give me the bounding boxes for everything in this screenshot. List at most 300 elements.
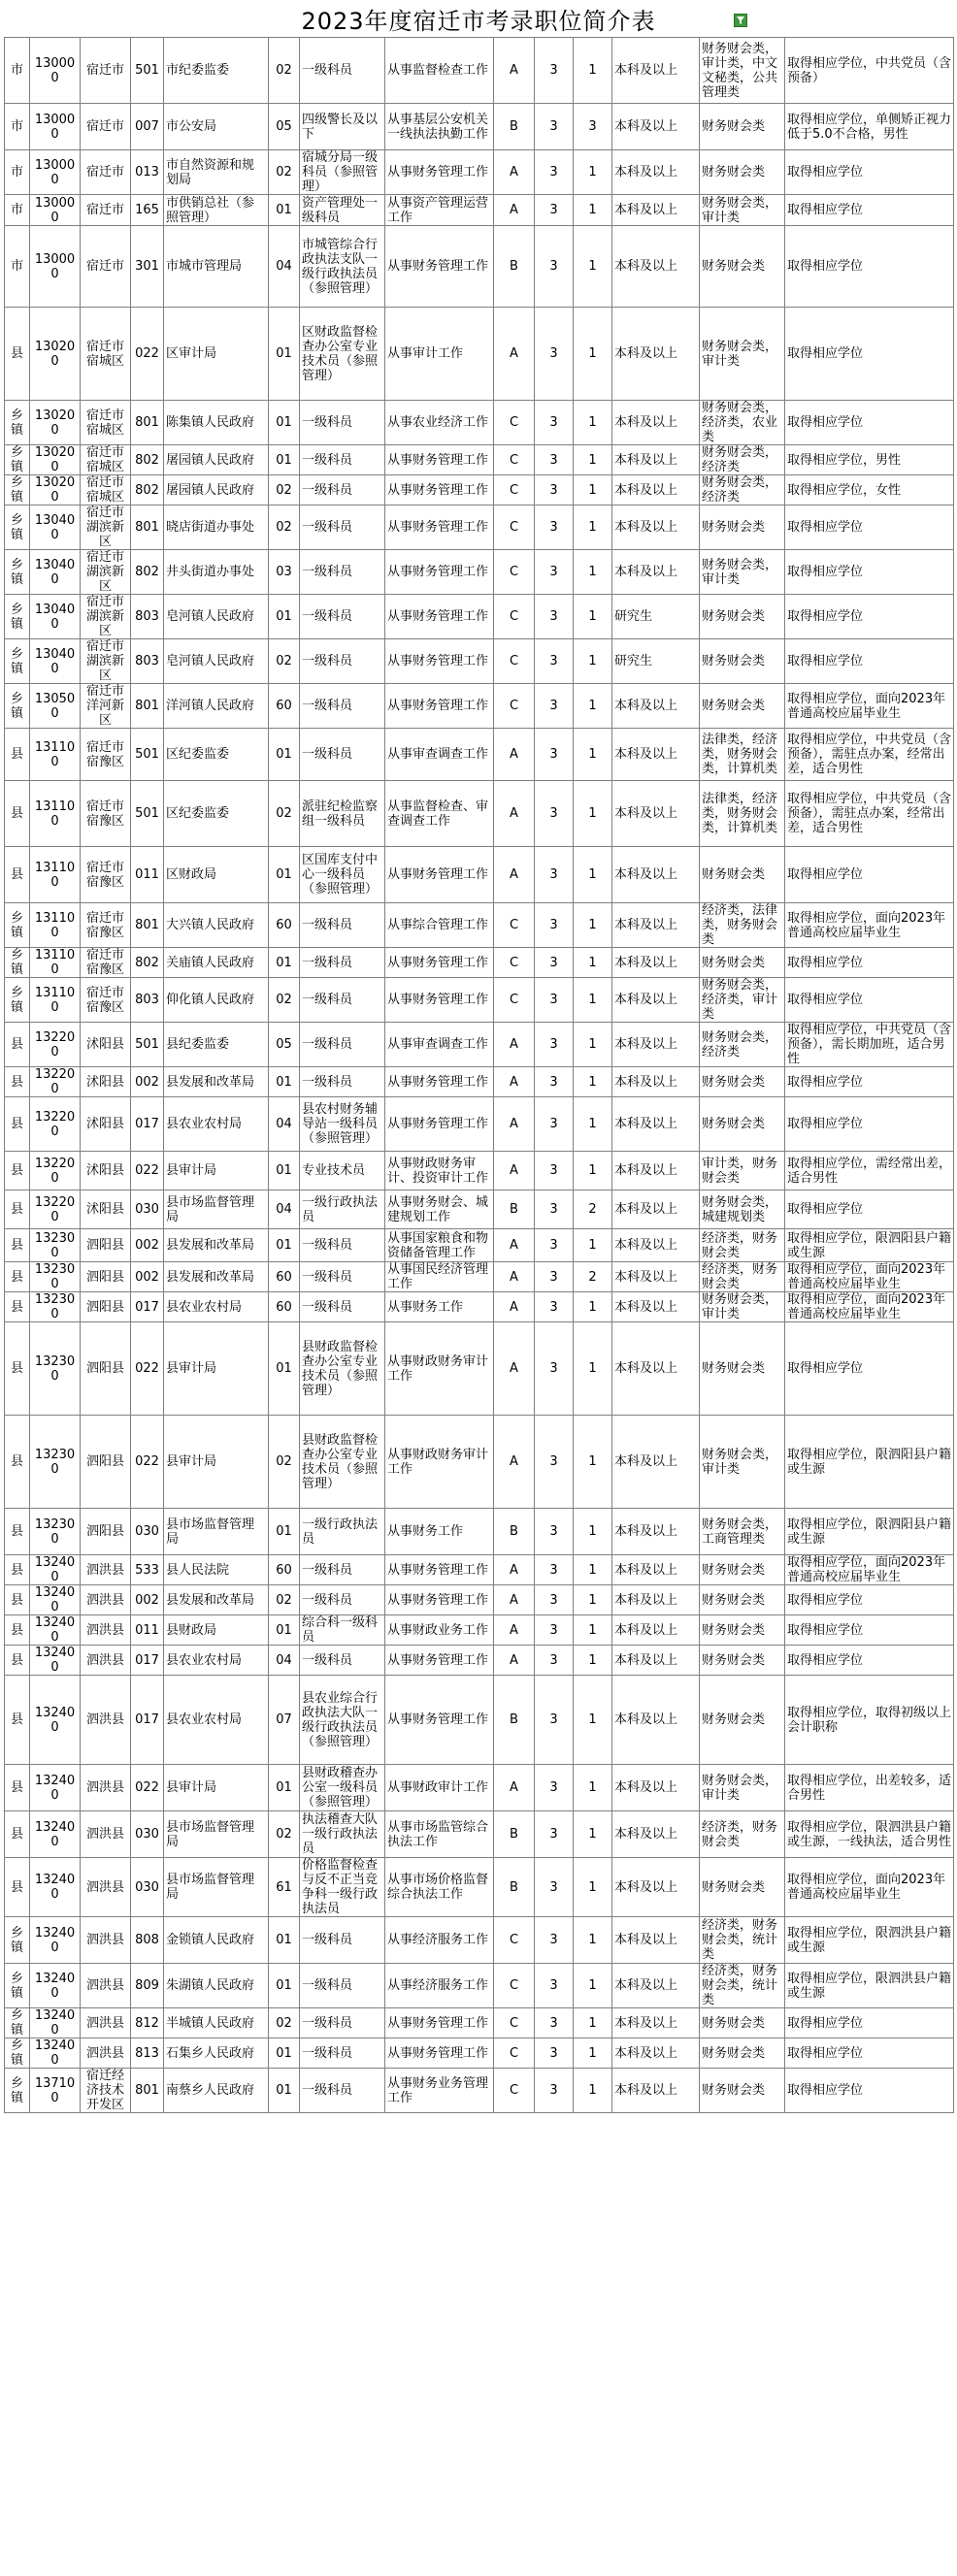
cell-ratio: 3	[535, 1322, 574, 1416]
cell-code: 130200	[30, 401, 81, 445]
cell-area: 泗洪县	[81, 1964, 131, 2008]
cell-unit: 半城镇人民政府	[164, 2008, 269, 2038]
cell-category: A	[494, 781, 535, 847]
cell-description: 从事经济服务工作	[385, 1964, 494, 2008]
cell-count: 2	[574, 1262, 612, 1292]
cell-major: 财务财会类，经济类，审计类	[700, 978, 785, 1023]
cell-major: 财务财会类，经济类	[700, 475, 785, 505]
cell-level: 县	[5, 1292, 30, 1322]
cell-area: 泗洪县	[81, 2008, 131, 2038]
positions-table	[4, 37, 954, 2113]
cell-count: 1	[574, 1097, 612, 1152]
cell-ratio: 3	[535, 1152, 574, 1190]
cell-description: 从事财务财会、城建规划工作	[385, 1190, 494, 1229]
cell-education: 研究生	[612, 639, 700, 684]
cell-pos-code: 01	[269, 2069, 300, 2113]
cell-requirements: 取得相应学位	[785, 639, 954, 684]
cell-unit: 仰化镇人民政府	[164, 978, 269, 1023]
cell-unit: 大兴镇人民政府	[164, 903, 269, 948]
cell-description: 从事国家粮食和物资储备管理工作	[385, 1229, 494, 1262]
cell-category: C	[494, 550, 535, 595]
cell-major: 法律类，经济类，财务财会类，计算机类	[700, 781, 785, 847]
cell-major: 经济类，财务财会类	[700, 1811, 785, 1858]
cell-education: 本科及以上	[612, 1585, 700, 1615]
cell-area: 泗洪县	[81, 1917, 131, 1964]
cell-education: 本科及以上	[612, 1322, 700, 1416]
cell-description: 从事审计工作	[385, 308, 494, 401]
cell-unit-code: 812	[131, 2008, 164, 2038]
table-row	[5, 1585, 954, 1615]
cell-pos-code: 05	[269, 1023, 300, 1067]
table-row	[5, 1858, 954, 1917]
cell-education: 本科及以上	[612, 1858, 700, 1917]
cell-code: 132400	[30, 1917, 81, 1964]
cell-category: C	[494, 639, 535, 684]
cell-description: 从事资产管理运营工作	[385, 195, 494, 226]
cell-major: 财务财会类	[700, 1858, 785, 1917]
table-body	[5, 38, 954, 2113]
cell-education: 本科及以上	[612, 2008, 700, 2038]
cell-position: 资产管理处一级科员	[300, 195, 385, 226]
table-row	[5, 2069, 954, 2113]
cell-position: 区国库支付中心一级科员（参照管理）	[300, 847, 385, 903]
cell-code: 132400	[30, 1555, 81, 1585]
table-row	[5, 978, 954, 1023]
cell-pos-code: 01	[269, 1615, 300, 1646]
cell-description: 从事财务管理工作	[385, 1585, 494, 1615]
cell-requirements: 取得相应学位，面向2023年普通高校应届毕业生	[785, 1555, 954, 1585]
cell-area: 宿迁经济技术开发区	[81, 2069, 131, 2113]
cell-unit: 区纪委监委	[164, 729, 269, 781]
cell-description: 从事财政审计工作	[385, 1765, 494, 1811]
table-row	[5, 2008, 954, 2038]
cell-level: 乡镇	[5, 903, 30, 948]
cell-ratio: 3	[535, 195, 574, 226]
cell-count: 3	[574, 104, 612, 150]
cell-position: 一级科员	[300, 2008, 385, 2038]
table-row	[5, 1262, 954, 1292]
cell-category: A	[494, 1023, 535, 1067]
table-row	[5, 1416, 954, 1509]
cell-major: 财务财会类	[700, 2008, 785, 2038]
cell-major: 财务财会类，工商管理类	[700, 1509, 785, 1555]
cell-position: 一级科员	[300, 639, 385, 684]
cell-code: 131100	[30, 948, 81, 978]
cell-level: 县	[5, 1676, 30, 1765]
cell-description: 从事财务业务管理工作	[385, 2069, 494, 2113]
cell-category: C	[494, 903, 535, 948]
cell-pos-code: 01	[269, 1964, 300, 2008]
cell-unit-code: 011	[131, 847, 164, 903]
cell-category: C	[494, 2008, 535, 2038]
table-row	[5, 847, 954, 903]
cell-level: 市	[5, 226, 30, 308]
cell-position: 一级科员	[300, 2069, 385, 2113]
cell-level: 县	[5, 1765, 30, 1811]
cell-position: 派驻纪检监察组一级科员	[300, 781, 385, 847]
cell-category: A	[494, 729, 535, 781]
cell-education: 本科及以上	[612, 781, 700, 847]
cell-count: 1	[574, 1585, 612, 1615]
cell-category: C	[494, 1964, 535, 2008]
cell-ratio: 3	[535, 1509, 574, 1555]
cell-category: C	[494, 505, 535, 550]
cell-major: 财务财会类	[700, 1615, 785, 1646]
cell-count: 1	[574, 847, 612, 903]
cell-major: 财务财会类，经济类	[700, 1023, 785, 1067]
cell-description: 从事财务管理工作	[385, 1067, 494, 1097]
cell-education: 本科及以上	[612, 1964, 700, 2008]
cell-count: 1	[574, 1292, 612, 1322]
cell-education: 本科及以上	[612, 150, 700, 195]
cell-description: 从事市场监管综合执法工作	[385, 1811, 494, 1858]
cell-category: A	[494, 1152, 535, 1190]
cell-code: 130000	[30, 104, 81, 150]
cell-ratio: 3	[535, 1262, 574, 1292]
cell-pos-code: 01	[269, 1765, 300, 1811]
cell-ratio: 3	[535, 978, 574, 1023]
cell-unit: 屠园镇人民政府	[164, 475, 269, 505]
cell-education: 本科及以上	[612, 1615, 700, 1646]
cell-requirements: 取得相应学位	[785, 226, 954, 308]
cell-level: 乡镇	[5, 401, 30, 445]
cell-requirements: 取得相应学位	[785, 1097, 954, 1152]
cell-unit-code: 017	[131, 1676, 164, 1765]
cell-category: C	[494, 2038, 535, 2069]
cell-code: 132400	[30, 1585, 81, 1615]
cell-code: 131100	[30, 847, 81, 903]
cell-position: 县财政稽查办公室一级科员（参照管理）	[300, 1765, 385, 1811]
cell-count: 1	[574, 2069, 612, 2113]
cell-code: 132400	[30, 1858, 81, 1917]
cell-education: 本科及以上	[612, 505, 700, 550]
cell-pos-code: 02	[269, 505, 300, 550]
cell-requirements: 取得相应学位，出差较多，适合男性	[785, 1765, 954, 1811]
cell-code: 137100	[30, 2069, 81, 2113]
cell-count: 1	[574, 475, 612, 505]
cell-requirements: 取得相应学位	[785, 1615, 954, 1646]
cell-category: C	[494, 948, 535, 978]
cell-education: 本科及以上	[612, 1190, 700, 1229]
cell-count: 1	[574, 550, 612, 595]
cell-major: 财务财会类	[700, 1646, 785, 1676]
cell-area: 沭阳县	[81, 1097, 131, 1152]
table-row	[5, 401, 954, 445]
cell-level: 县	[5, 1615, 30, 1646]
cell-ratio: 3	[535, 1023, 574, 1067]
cell-description: 从事监督检查工作	[385, 38, 494, 104]
cell-code: 132200	[30, 1097, 81, 1152]
cell-level: 县	[5, 1190, 30, 1229]
cell-area: 泗洪县	[81, 1585, 131, 1615]
cell-requirements: 取得相应学位	[785, 2038, 954, 2069]
cell-code: 132400	[30, 2038, 81, 2069]
cell-education: 本科及以上	[612, 401, 700, 445]
cell-major: 财务财会类	[700, 684, 785, 729]
cell-major: 财务财会类	[700, 1585, 785, 1615]
cell-unit-code: 007	[131, 104, 164, 150]
cell-description: 从事财务管理工作	[385, 684, 494, 729]
cell-pos-code: 01	[269, 401, 300, 445]
cell-level: 乡镇	[5, 505, 30, 550]
cell-description: 从事财政财务审计、投资审计工作	[385, 1152, 494, 1190]
table-row	[5, 1190, 954, 1229]
cell-level: 县	[5, 1555, 30, 1585]
table-row	[5, 1322, 954, 1416]
cell-area: 宿迁市	[81, 226, 131, 308]
cell-level: 县	[5, 1023, 30, 1067]
cell-ratio: 3	[535, 226, 574, 308]
cell-unit: 区审计局	[164, 308, 269, 401]
cell-level: 县	[5, 1229, 30, 1262]
cell-ratio: 3	[535, 684, 574, 729]
cell-count: 1	[574, 1023, 612, 1067]
cell-position: 一级行政执法员	[300, 1509, 385, 1555]
cell-requirements: 取得相应学位	[785, 595, 954, 639]
cell-unit: 县财政局	[164, 1615, 269, 1646]
cell-code: 130400	[30, 639, 81, 684]
cell-level: 市	[5, 195, 30, 226]
cell-count: 1	[574, 1509, 612, 1555]
cell-category: B	[494, 104, 535, 150]
cell-ratio: 3	[535, 1292, 574, 1322]
cell-requirements: 取得相应学位，面向2023年普通高校应届毕业生	[785, 1858, 954, 1917]
cell-requirements: 取得相应学位，限泗阳县户籍或生源	[785, 1229, 954, 1262]
cell-code: 131100	[30, 978, 81, 1023]
cell-unit: 市城市管理局	[164, 226, 269, 308]
cell-description: 从事财务管理工作	[385, 550, 494, 595]
table-row	[5, 1229, 954, 1262]
cell-requirements: 取得相应学位，限泗洪县户籍或生源	[785, 1917, 954, 1964]
cell-category: A	[494, 308, 535, 401]
cell-education: 本科及以上	[612, 1676, 700, 1765]
cell-unit-code: 801	[131, 401, 164, 445]
cell-major: 经济类，法律类，财务财会类	[700, 903, 785, 948]
cell-unit-code: 801	[131, 505, 164, 550]
cell-position: 综合科一级科员	[300, 1615, 385, 1646]
cell-unit-code: 803	[131, 978, 164, 1023]
cell-description: 从事审查调查工作	[385, 1023, 494, 1067]
cell-unit-code: 011	[131, 1615, 164, 1646]
cell-area: 宿迁市宿豫区	[81, 978, 131, 1023]
table-row	[5, 1964, 954, 2008]
cell-pos-code: 02	[269, 781, 300, 847]
table-row	[5, 308, 954, 401]
cell-area: 宿迁市宿城区	[81, 445, 131, 475]
cell-description: 从事财务管理工作	[385, 595, 494, 639]
cell-unit-code: 022	[131, 1152, 164, 1190]
cell-code: 132400	[30, 1811, 81, 1858]
cell-level: 乡镇	[5, 1917, 30, 1964]
cell-requirements: 取得相应学位，单侧矫正视力低于5.0不合格，男性	[785, 104, 954, 150]
cell-description: 从事财务管理工作	[385, 1646, 494, 1676]
table-row	[5, 2038, 954, 2069]
cell-pos-code: 01	[269, 1229, 300, 1262]
cell-count: 1	[574, 978, 612, 1023]
cell-position: 区财政监督检查办公室专业技术员（参照管理）	[300, 308, 385, 401]
cell-ratio: 3	[535, 2038, 574, 2069]
cell-ratio: 3	[535, 2008, 574, 2038]
table-row	[5, 226, 954, 308]
cell-position: 一级科员	[300, 1585, 385, 1615]
cell-area: 宿迁市洋河新区	[81, 684, 131, 729]
cell-code: 130400	[30, 505, 81, 550]
cell-count: 1	[574, 948, 612, 978]
cell-count: 1	[574, 226, 612, 308]
cell-ratio: 3	[535, 308, 574, 401]
cell-unit-code: 802	[131, 445, 164, 475]
cell-major: 财务财会类，经济类，农业类	[700, 401, 785, 445]
cell-description: 从事审查调查工作	[385, 729, 494, 781]
cell-education: 本科及以上	[612, 847, 700, 903]
cell-requirements: 取得相应学位，限泗洪县户籍或生源	[785, 1964, 954, 2008]
cell-unit: 皂河镇人民政府	[164, 595, 269, 639]
cell-unit: 县发展和改革局	[164, 1229, 269, 1262]
cell-description: 从事财务管理工作	[385, 505, 494, 550]
table-row	[5, 1292, 954, 1322]
cell-major: 财务财会类，审计类	[700, 1416, 785, 1509]
title-bar	[0, 0, 957, 37]
cell-ratio: 3	[535, 1416, 574, 1509]
cell-pos-code: 02	[269, 38, 300, 104]
cell-position: 价格监督检查与反不正当竞争科一级行政执法员	[300, 1858, 385, 1917]
cell-category: B	[494, 1509, 535, 1555]
cell-code: 132200	[30, 1152, 81, 1190]
cell-level: 县	[5, 1322, 30, 1416]
cell-area: 宿迁市湖滨新区	[81, 639, 131, 684]
cell-area: 宿迁市宿豫区	[81, 729, 131, 781]
cell-major: 财务财会类，审计类	[700, 195, 785, 226]
cell-unit: 县发展和改革局	[164, 1262, 269, 1292]
cell-ratio: 3	[535, 903, 574, 948]
cell-description: 从事财务管理工作	[385, 948, 494, 978]
cell-unit: 区财政局	[164, 847, 269, 903]
filter-dropdown-icon[interactable]	[734, 14, 747, 27]
cell-ratio: 3	[535, 2069, 574, 2113]
cell-level: 县	[5, 1262, 30, 1292]
cell-unit-code: 017	[131, 1097, 164, 1152]
cell-level: 县	[5, 1858, 30, 1917]
cell-code: 130000	[30, 195, 81, 226]
cell-category: A	[494, 1615, 535, 1646]
cell-education: 本科及以上	[612, 38, 700, 104]
cell-code: 132300	[30, 1416, 81, 1509]
cell-requirements: 取得相应学位	[785, 1067, 954, 1097]
table-row	[5, 1765, 954, 1811]
cell-position: 一级科员	[300, 1646, 385, 1676]
cell-count: 1	[574, 1917, 612, 1964]
table-row	[5, 445, 954, 475]
cell-code: 132300	[30, 1262, 81, 1292]
cell-education: 本科及以上	[612, 1509, 700, 1555]
table-row	[5, 781, 954, 847]
cell-major: 经济类，财务财会类，统计类	[700, 1964, 785, 2008]
cell-major: 审计类，财务财会类	[700, 1152, 785, 1190]
cell-category: C	[494, 401, 535, 445]
cell-requirements: 取得相应学位，需经常出差，适合男性	[785, 1152, 954, 1190]
cell-area: 宿迁市	[81, 104, 131, 150]
cell-unit-code: 002	[131, 1262, 164, 1292]
cell-level: 乡镇	[5, 2008, 30, 2038]
cell-unit: 县审计局	[164, 1765, 269, 1811]
cell-education: 本科及以上	[612, 226, 700, 308]
cell-requirements: 取得相应学位，中共党员（含预备），需驻点办案，经常出差，适合男性	[785, 729, 954, 781]
table-row	[5, 1067, 954, 1097]
page-title: 2023年度宿迁市考录职位简介表	[301, 7, 656, 35]
cell-count: 1	[574, 1555, 612, 1585]
cell-requirements: 取得相应学位，取得初级以上会计职称	[785, 1676, 954, 1765]
cell-requirements: 取得相应学位，中共党员（含预备），需长期加班，适合男性	[785, 1023, 954, 1067]
cell-area: 泗阳县	[81, 1322, 131, 1416]
cell-level: 乡镇	[5, 978, 30, 1023]
cell-ratio: 3	[535, 1858, 574, 1917]
cell-pos-code: 60	[269, 1292, 300, 1322]
cell-area: 泗洪县	[81, 1676, 131, 1765]
cell-major: 财务财会类	[700, 1067, 785, 1097]
cell-unit-code: 030	[131, 1509, 164, 1555]
cell-category: B	[494, 1190, 535, 1229]
cell-education: 本科及以上	[612, 2069, 700, 2113]
cell-education: 本科及以上	[612, 948, 700, 978]
cell-code: 130000	[30, 38, 81, 104]
cell-major: 财务财会类	[700, 1097, 785, 1152]
cell-position: 四级警长及以下	[300, 104, 385, 150]
table-row	[5, 150, 954, 195]
cell-pos-code: 04	[269, 226, 300, 308]
cell-count: 1	[574, 445, 612, 475]
cell-area: 泗洪县	[81, 1858, 131, 1917]
cell-count: 1	[574, 1322, 612, 1416]
cell-ratio: 3	[535, 104, 574, 150]
cell-area: 沭阳县	[81, 1067, 131, 1097]
cell-ratio: 3	[535, 1917, 574, 1964]
cell-unit-code: 809	[131, 1964, 164, 2008]
cell-code: 132200	[30, 1023, 81, 1067]
cell-education: 本科及以上	[612, 2038, 700, 2069]
cell-description: 从事财务工作	[385, 1292, 494, 1322]
table-row	[5, 195, 954, 226]
cell-ratio: 3	[535, 1676, 574, 1765]
cell-position: 一级行政执法员	[300, 1190, 385, 1229]
cell-pos-code: 01	[269, 729, 300, 781]
cell-area: 宿迁市湖滨新区	[81, 550, 131, 595]
cell-pos-code: 02	[269, 150, 300, 195]
cell-pos-code: 04	[269, 1646, 300, 1676]
cell-education: 本科及以上	[612, 1097, 700, 1152]
cell-description: 从事财务管理工作	[385, 1555, 494, 1585]
cell-pos-code: 01	[269, 1509, 300, 1555]
cell-count: 1	[574, 1152, 612, 1190]
cell-education: 本科及以上	[612, 1646, 700, 1676]
cell-unit-code: 802	[131, 550, 164, 595]
cell-requirements: 取得相应学位	[785, 1585, 954, 1615]
cell-area: 宿迁市宿城区	[81, 475, 131, 505]
cell-requirements: 取得相应学位	[785, 978, 954, 1023]
cell-ratio: 3	[535, 1615, 574, 1646]
cell-education: 本科及以上	[612, 1152, 700, 1190]
table-row	[5, 104, 954, 150]
cell-category: C	[494, 475, 535, 505]
cell-unit-code: 165	[131, 195, 164, 226]
cell-description: 从事国民经济管理工作	[385, 1262, 494, 1292]
cell-code: 132200	[30, 1067, 81, 1097]
cell-unit-code: 030	[131, 1190, 164, 1229]
cell-description: 从事市场价格监督综合执法工作	[385, 1858, 494, 1917]
cell-unit: 县农业农村局	[164, 1646, 269, 1676]
cell-category: A	[494, 1292, 535, 1322]
table-row	[5, 1917, 954, 1964]
cell-count: 1	[574, 1067, 612, 1097]
